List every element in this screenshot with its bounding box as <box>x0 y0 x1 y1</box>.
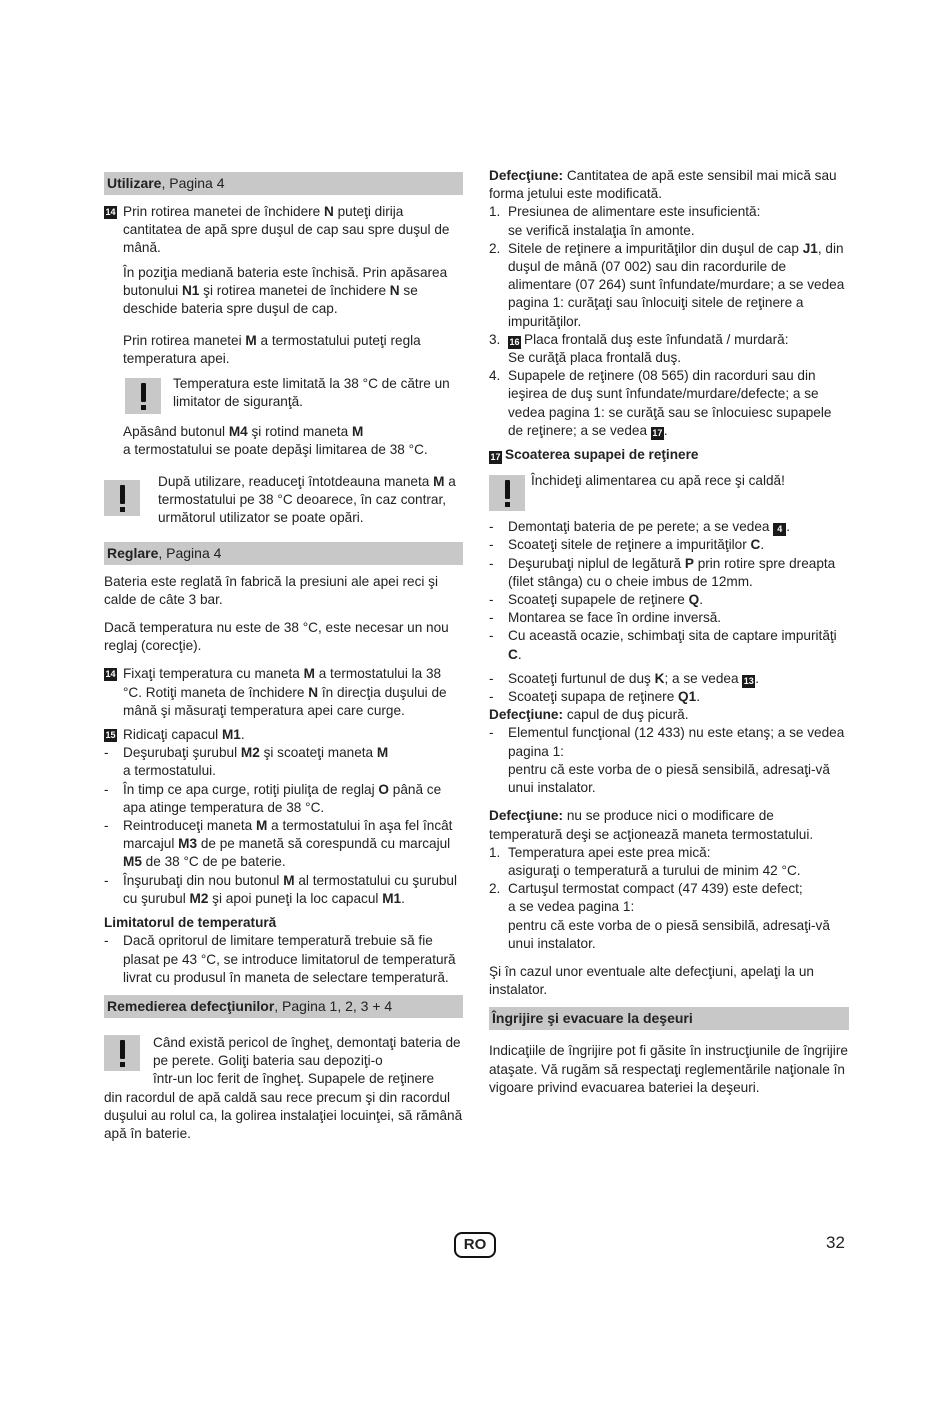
page-number: 32 <box>826 1233 845 1252</box>
list-item: - Deşurubaţi şurubul M2 şi scoateţi maneta M a termostatului. <box>104 745 389 779</box>
list-item: 1. Temperatura apei este prea mică: asiguraţi o temperatură a turului de minim 42 °C. <box>489 844 801 878</box>
subheading-remove-valve: 17 Scoaterea supapei de reţinere <box>490 447 699 463</box>
warning-icon <box>489 475 525 511</box>
step-lift-cap: 15 Ridicaţi capacul M1. <box>105 727 245 743</box>
list-item: - Montarea se face în ordine inversă. <box>489 610 722 626</box>
figure-ref: 17 <box>490 452 501 463</box>
paragraph-median: În poziţia mediană bateria este închisă. Prin apăsarea butonului N1 şi rotirea manetei de închidere N se deschide bateria spre duşul de cap. <box>123 264 448 317</box>
language-badge: RO <box>454 1232 496 1258</box>
paragraph-care: Indicaţiile de îngrijire pot fi găsite în instrucţiunile de îngrijire ataşate. Vă rugăm să respectaţi reglementările naţionale în vigoare privind evacuarea bateriei la deşeuri. <box>489 1043 848 1095</box>
list-item: - În timp ce apa curge, rotiţi piuliţa de reglaj O până ce apa atinge temperatura de 38 °C. <box>104 781 442 815</box>
fault-flow: Defecţiune: Cantitatea de apă este sensibil mai mică sau forma jetului este modificată. <box>489 168 837 202</box>
warning-limit: Temperatura este limitată la 38 °C de către un limitator de siguranţă. <box>104 375 463 415</box>
list-item: 4. Supapele de reţinere (08 565) din racorduri sau din ieşirea de duş sunt înfundate/murdare/defecte; a se vedea pagina 1: se curăţă sau se înlocuiesc supapele de reţinere; a se vedea 17 . <box>489 368 832 438</box>
list-item: - Reintroduceţi maneta M a termostatului în aşa fel încât marcajul M3 de pe manetă să corespundă cu marcajul M5 de 38 °C de pe baterie. <box>104 818 453 870</box>
fault-temperature: Defecţiune: nu se produce nici o modificare de temperatură deşi se acţionează maneta termostatului. <box>489 808 814 842</box>
list-item: - Scoateţi furtunul de duş K; a se vedea 13 . <box>489 670 760 686</box>
figure-ref: 4 <box>773 523 786 536</box>
list-item: - Elementul funcţional (12 433) nu este etanş; a se vedea pagina 1: pentru că este vorba de o piesă sensibilă, adresaţi-vă unui instalator. <box>489 725 845 796</box>
left-column <box>104 172 463 1143</box>
section-heading-utilizare: Utilizare, Pagina 4 <box>104 172 463 195</box>
figure-ref: 13 <box>743 675 754 686</box>
subheading-limiter: Limitatorul de temperatură <box>104 915 277 931</box>
step-fix-temperature: 14 Fixaţi temperatura cu maneta M a termostatului la 38 °C. Rotiţi maneta de închidere N în direcţia duşului de mână şi măsuraţi temperatura apei care curge. <box>105 666 447 718</box>
paragraph-other-faults: Şi în cazul unor eventuale alte defecţiuni, apelaţi la un instalator. <box>489 963 814 998</box>
paragraph-factory: Bateria este reglată în fabrică la presiuni ale apei reci şi calde de câte 3 bar. <box>104 573 438 607</box>
paragraph-rotation: 14 Prin rotirea manetei de închidere N puteţi dirija cantitatea de apă spre duşul de cap sau spre duşul de mână. <box>105 204 450 256</box>
list-item: 3. 16 Placa frontală duş este înfundată / murdară: Se curăţă placa frontală duş. <box>489 331 789 366</box>
list-item: 2. Cartuşul termostat compact (47 439) este defect; a se vedea pagina 1: pentru că este vorba de o piesă sensibilă, adresaţi-vă unui instalator. <box>489 881 830 951</box>
list-item: - Scoateţi sitele de reţinere a impurităţilor C. <box>489 537 765 553</box>
list-item: 2. Sitele de reţinere a impurităţilor din duşul de cap J1, din duşul de mână (07 002) sau din racordurile de alimentare (07 264) sunt înfundate/murdare; a se vedea pagina 1: curăţaţi sau înlocuiţi sitele de reţinere a impurităţilor. <box>489 240 845 329</box>
paragraph-correction: Dacă temperatura nu este de 38 °C, este necesar un nou reglaj (corecţie). <box>104 620 449 654</box>
warning-icon <box>104 1035 140 1071</box>
figure-ref: 14 <box>105 207 116 217</box>
list-item: - Scoateţi supapele de reţinere Q. <box>489 592 703 608</box>
warning-frost: Când există pericol de îngheţ, demontaţi bateria de pe perete. Goliţi bateria sau depoziţi-o într-un loc ferit de îngheţ. Supapele de reţinere din racordul de apă caldă sau rece precum şi din racordul duşului au rolul ca, la golirea instalaţiei locuinţei, să rămână apă în baterie. <box>104 1034 463 1141</box>
warning-reset: După utilizare, readuceţi întotdeauna maneta M a termostatului pe 38 °C deoarece, în caz contrar, următorul utilizator se poate opări. <box>104 473 463 528</box>
figure-ref: 14 <box>105 669 116 680</box>
list-item: 1. Presiunea de alimentare este insuficientă: se verifică instalaţia în amonte. <box>489 204 761 238</box>
list-item: - Deşurubaţi niplul de legătură P prin rotire spre dreapta (filet stânga) cu o cheie imbus de 12mm. <box>489 555 836 589</box>
section-heading-reglare: Reglare, Pagina 4 <box>104 542 463 565</box>
warning-icon <box>125 378 161 414</box>
right-column <box>489 167 849 1097</box>
paragraph-override: Apăsând butonul M4 şi rotind maneta M a termostatului se poate depăşi limitarea de 38 °C. <box>123 423 428 457</box>
list-item: - Cu această ocazie, schimbaţi sita de captare impurităţi C. <box>489 628 837 662</box>
list-item: - Demontaţi bateria de pe perete; a se vedea 4 . <box>489 519 791 535</box>
section-heading-remedierea: Remedierea defecţiunilor, Pagina 1, 2, 3 + 4 <box>104 995 463 1018</box>
warning-supply: Închideţi alimentarea cu apă rece şi caldă! <box>489 472 849 512</box>
list-item: - Dacă opritorul de limitare temperatură trebuie să fie plasat pe 43 °C, se introduce limitatorul de temperatură livrat cu produsul în maneta de selectare temperatură. <box>104 933 456 985</box>
figure-ref: 15 <box>105 730 116 741</box>
warning-icon <box>104 480 140 516</box>
figure-ref: 16 <box>509 336 520 347</box>
section-heading-care: Îngrijire şi evacuare la deşeuri <box>489 1007 849 1030</box>
list-item: - Înşurubaţi din nou butonul M al termostatului cu şurubul cu şurubul M2 şi apoi puneţi la loc capacul M1. <box>104 872 458 906</box>
list-item: - Scoateţi supapa de reţinere Q1. <box>489 689 700 705</box>
fault-drip: Defecţiune: capul de duş picură. <box>489 707 689 723</box>
figure-ref: 17 <box>652 427 663 438</box>
paragraph-temperature: Prin rotirea manetei M a termostatului puteţi regla temperatura apei. <box>123 333 421 367</box>
